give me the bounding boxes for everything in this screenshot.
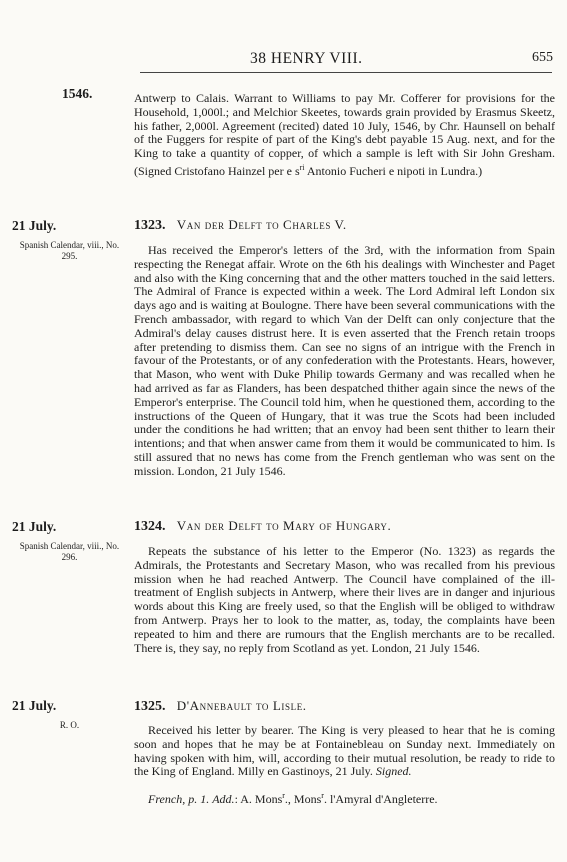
header-rule (140, 72, 552, 73)
entry-source: R. O. (59, 720, 80, 730)
entry-date: 21 July. (12, 218, 57, 233)
entry-source: Spanish Calendar, viii., No. 295. (19, 240, 120, 261)
entry-date: 21 July. (12, 698, 57, 713)
entry-title: Van der Delft to Charles V. (176, 217, 347, 232)
entry-number: 1325. (134, 699, 166, 714)
entry-text-1324: Repeats the substance of his letter to the Emperor (No. 1323) as regards the Admirals, the Protestants and Secretary Mason, who was recalled from his previous mission when he had reached Antwerp. The Council have complained of the ill-treatment of English subjects in Antwerp, where their lives are in danger and injurious words about this King are freely used, so that the English will be obliged to withdraw from Antwerp. Prays her to look to the matter, as, today, the complaints have been repeated to him and there are rumours that the English merchants are to be recalled. There is, they say, no reply from Scotland as yet. London, 21 July 1546. (134, 544, 555, 655)
superscript: r (321, 791, 324, 800)
running-title: 38 HENRY VIII. (250, 50, 363, 67)
entry-heading-1323 (134, 217, 347, 234)
entry-heading-1325 (134, 698, 307, 715)
address-label: Add. (212, 792, 235, 806)
entry-title: D'Annebault to Lisle. (176, 698, 307, 713)
entry-date: 21 July. (12, 519, 57, 534)
entry-text-1325 (134, 724, 555, 779)
continuation-paragraph (134, 92, 555, 179)
entry-text-1323: Has received the Emperor's letters of the 3rd, with the information from Spain respecting the Renegat affair. Wrote on the 6th his dealings with Winchester and Paget and also with the King concerning that and the other matters touched in the said letters. The Admiral of France is expected within a week. The Lord Admiral left London six days ago and is waiting at Boulogne. There have been several communications with the French ambassador, with regard to which Van der Delft can only conjecture that the Admiral's delay causes distrust here. It is even asserted that the French retain troops after pretending to dismiss them. Can see no signs of an intrigue with the French in favour of the Protestants, or of any confederation with the Protestants. Hears, however, that Mason, who went with Duke Philip towards Germany and was recalled when he had arrived as far as Flanders, has been despatched thither again since the news of the Emperor's enterprise. The Council told him, when he questioned them, according to the instructions of the Queen of Hungary, that it was true the Scots had been included under the conditions he had written; that an envoy had been sent thither to learn their intentions; and that when answer came from them it would be communicated to him. Is still assured that no news has come from the French gentleman who was sent on the mission. London, 21 July 1546. (134, 243, 555, 478)
margin-note-1324 (12, 519, 127, 563)
address-b: ., Mons (284, 792, 322, 806)
page-number: 655 (532, 50, 553, 65)
entry-number: 1323. (134, 218, 166, 233)
margin-note-1325 (12, 698, 127, 731)
continuation-end: Antonio Fucheri e nipoti in Lundra.) (304, 163, 483, 178)
year-marker: 1546. (62, 86, 93, 101)
signed-note: Signed. (375, 764, 412, 779)
footnote-lead: French, p. 1. (148, 792, 210, 806)
entry-heading-1324 (134, 518, 391, 535)
entry-number: 1324. (134, 519, 166, 534)
superscript: ri (299, 162, 305, 172)
document-footnote (148, 791, 438, 807)
margin-note-1323 (12, 218, 127, 262)
entry-title: Van der Delft to Mary of Hungary. (176, 518, 392, 533)
continuation-text: Antwerp to Calais. Warrant to Williams to pay Mr. Cofferer for provisions for the Household, 1,000l.; and Melchior Skeetes, towards grain provided by Erasmus Skeetz, his father, 2,000l. Agreement (recited) dated 10 July, 1546, by Chr. Haunsell on behalf of the Fuggers for respite of part of the King's debt payable 15 Aug. next, and for the King to take a quantity of copper, of which a sample is left with Sir John Gresham. (Signed Cristofano Hainzel per e s (134, 91, 555, 178)
address-a: : A. Mons (234, 792, 283, 806)
page-header (0, 50, 567, 70)
entry-body: Received his letter by bearer. The King is very pleased to hear that he is coming soon and hopes that he may be at Fontainebleau on Sunday next. Immediately on having spoken with him, will, according to their mutual resolution, be ready to ride to the King of England. Milly en Gastinoys, 21 July. (134, 723, 555, 779)
superscript: r (282, 791, 285, 800)
address-c: . l'Amyral d'Angleterre. (323, 792, 438, 806)
entry-source: Spanish Calendar, viii., No. 296. (19, 541, 120, 562)
